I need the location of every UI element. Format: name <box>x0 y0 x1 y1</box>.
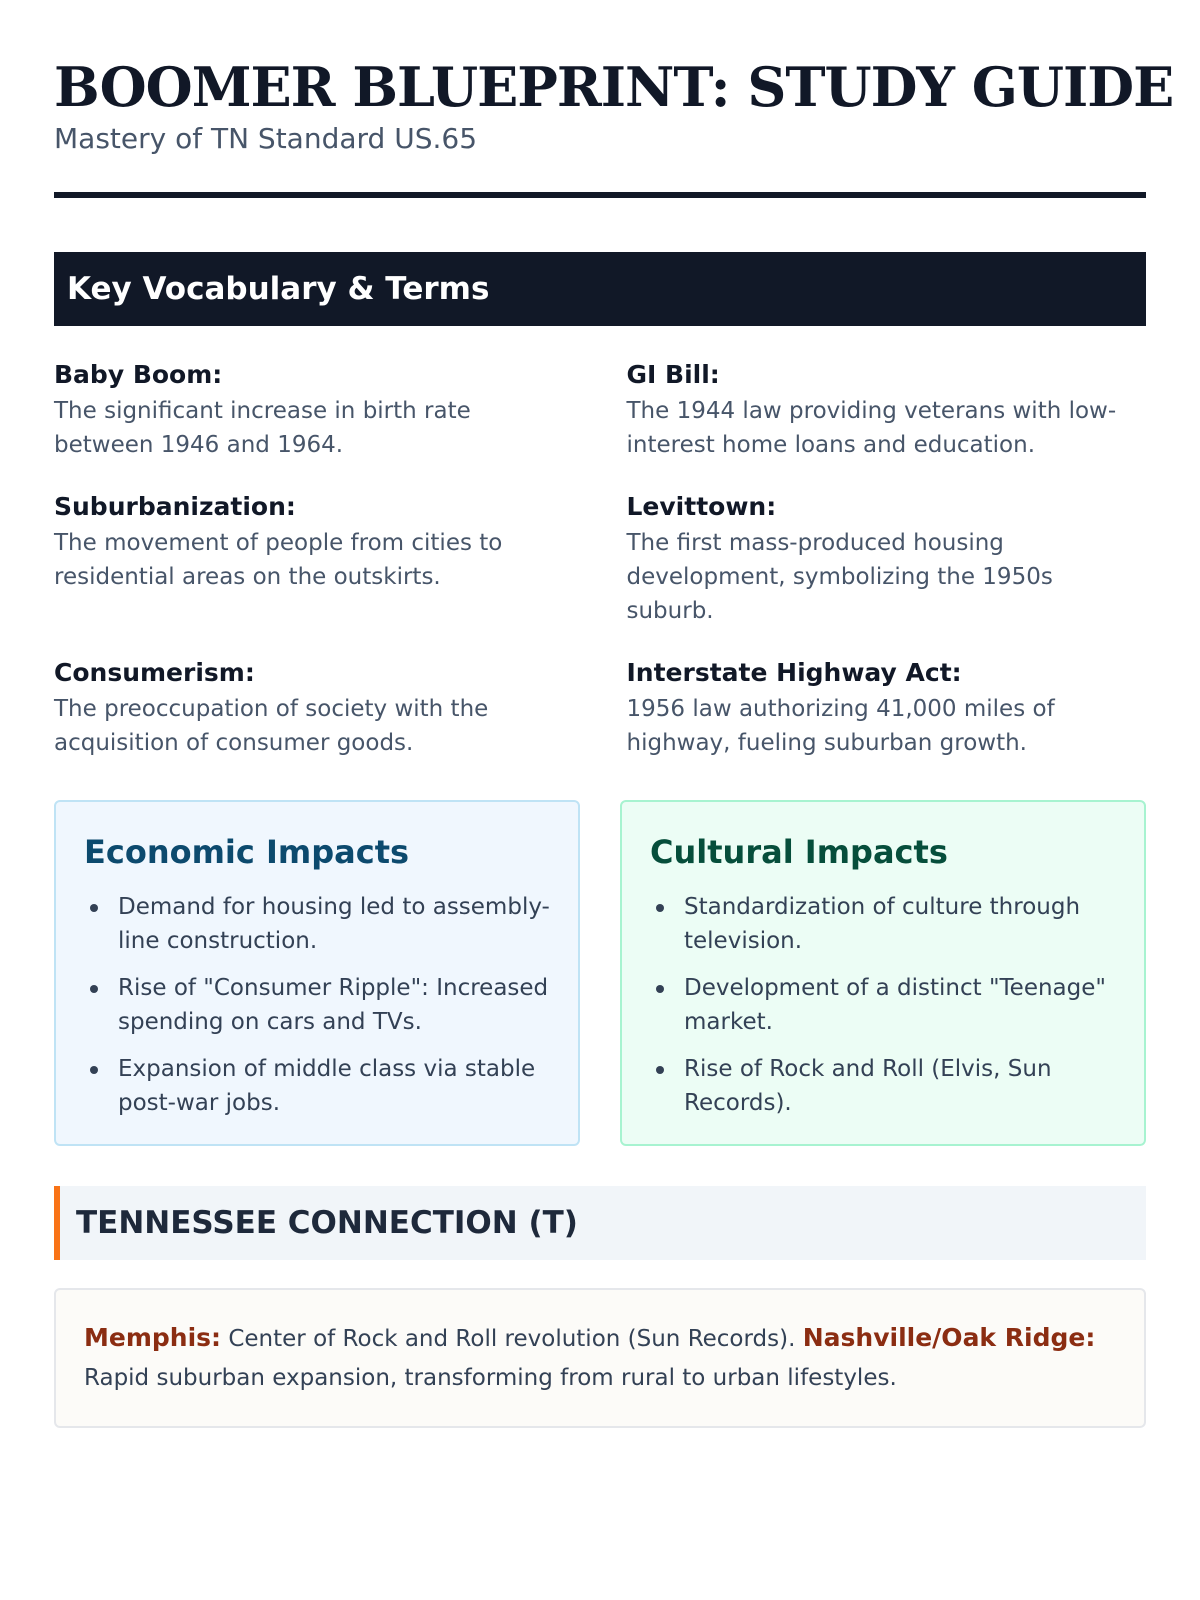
vocab-item-suburbanization <box>54 490 574 628</box>
cultural-impacts-list <box>650 890 1116 1120</box>
vocab-term: Interstate Highway Act: <box>626 658 962 687</box>
vocab-definition: The 1944 law providing veterans with low-interest home loans and education. <box>626 398 1117 458</box>
list-item <box>650 1052 1116 1120</box>
vocab-item-gi-bill <box>627 358 1147 462</box>
vocab-item-consumerism <box>54 656 574 760</box>
bullet-icon <box>90 985 98 993</box>
cultural-impacts-box <box>620 800 1146 1146</box>
list-item <box>84 1052 550 1120</box>
vocabulary-grid <box>54 358 1146 760</box>
memphis-label: Memphis: <box>84 1323 222 1352</box>
vocab-item-interstate-highway-act <box>627 656 1147 760</box>
list-item-text: Rise of Rock and Roll (Elvis, Sun Records). <box>684 1056 1052 1116</box>
list-item-text: Standardization of culture through television. <box>684 894 1081 954</box>
vocab-term: Suburbanization: <box>54 492 296 521</box>
vocab-item-levittown <box>627 490 1147 628</box>
tennessee-connection-box <box>54 1288 1146 1428</box>
bullet-icon <box>90 904 98 912</box>
list-item <box>650 890 1116 958</box>
nashville-text: Rapid suburban expansion, transforming from rural to urban lifestyles. <box>84 1365 897 1391</box>
bullet-icon <box>90 1066 98 1074</box>
list-item-text: Development of a distinct "Teenage" market. <box>684 975 1106 1035</box>
list-item <box>84 890 550 958</box>
list-item-text: Demand for housing led to assembly-line construction. <box>118 894 550 954</box>
list-item <box>650 971 1116 1039</box>
bullet-icon <box>656 985 664 993</box>
economic-impacts-list <box>84 890 550 1120</box>
vocabulary-heading: Key Vocabulary & Terms <box>54 252 1146 326</box>
page-title: BOOMER BLUEPRINT: STUDY GUIDE <box>54 55 1174 119</box>
memphis-text: Center of Rock and Roll revolution (Sun Records). <box>221 1326 803 1352</box>
header-divider <box>54 192 1146 198</box>
bullet-icon <box>656 1066 664 1074</box>
economic-impacts-box <box>54 800 580 1146</box>
cultural-impacts-title: Cultural Impacts <box>650 833 948 871</box>
tennessee-connection-heading: TENNESSEE CONNECTION (T) <box>54 1186 1146 1260</box>
bullet-icon <box>656 904 664 912</box>
vocab-definition: The significant increase in birth rate between 1946 and 1964. <box>54 398 471 458</box>
vocab-definition: The first mass-produced housing development, symbolizing the 1950s suburb. <box>626 530 1053 624</box>
page-subtitle: Mastery of TN Standard US.65 <box>54 122 478 155</box>
impacts-row <box>54 800 1146 1146</box>
vocab-term: Consumerism: <box>54 658 255 687</box>
vocab-definition: The movement of people from cities to residential areas on the outskirts. <box>54 530 503 590</box>
vocab-definition: 1956 law authorizing 41,000 miles of highway, fueling suburban growth. <box>626 696 1055 756</box>
vocab-term: GI Bill: <box>626 360 720 389</box>
list-item <box>84 971 550 1039</box>
vocab-definition: The preoccupation of society with the acquisition of consumer goods. <box>54 696 489 756</box>
vocab-item-baby-boom <box>54 358 574 462</box>
nashville-label: Nashville/Oak Ridge: <box>802 1323 1096 1352</box>
header <box>54 0 1174 198</box>
list-item-text: Rise of "Consumer Ripple": Increased spending on cars and TVs. <box>118 975 549 1035</box>
economic-impacts-title: Economic Impacts <box>84 833 410 871</box>
vocab-term: Levittown: <box>626 492 777 521</box>
list-item-text: Expansion of middle class via stable post-war jobs. <box>118 1056 536 1116</box>
vocab-term: Baby Boom: <box>54 360 223 389</box>
